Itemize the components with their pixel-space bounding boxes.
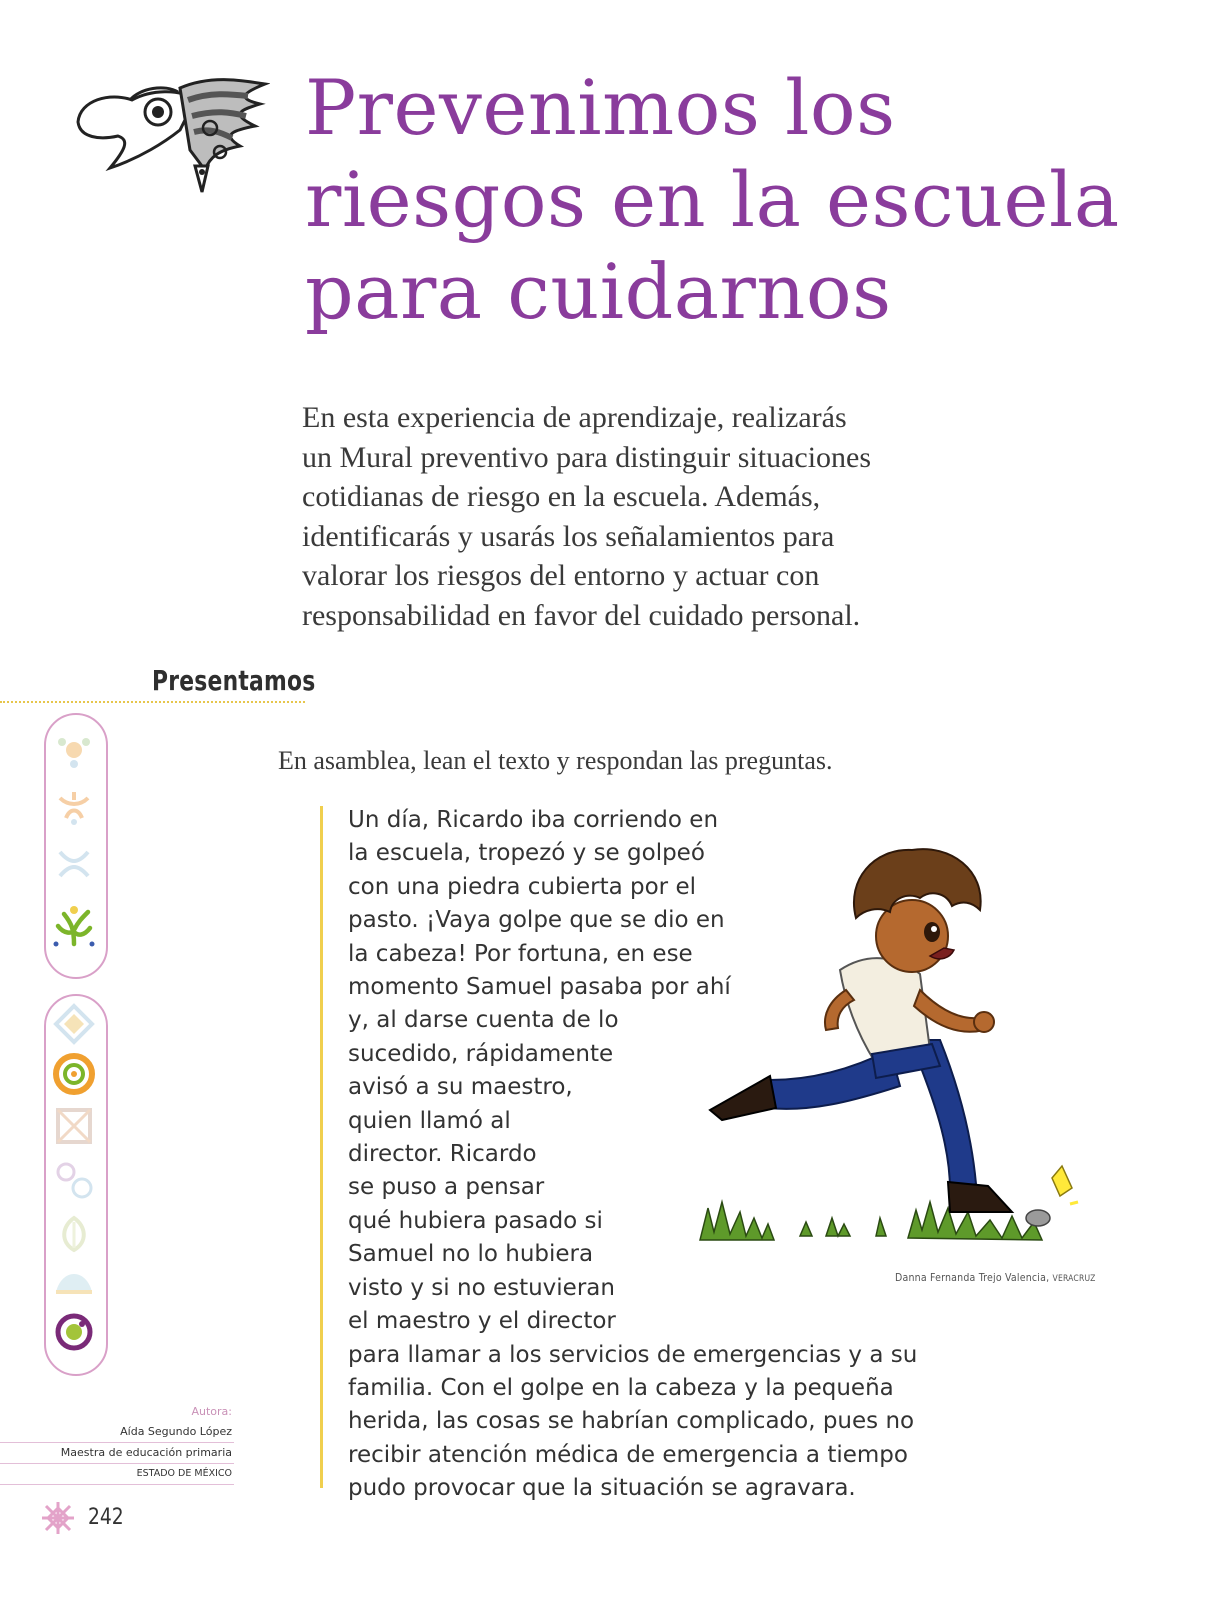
intro-paragraph [302, 398, 1022, 635]
running-boy-illustration [650, 840, 1110, 1260]
story-line: momento Samuel pasaba por ahí [348, 974, 731, 1001]
story-line: quien llamó al [348, 1107, 511, 1134]
instruction-text: En asamblea, lean el texto y respondan las preguntas. [278, 746, 833, 775]
story-line: la cabeza! Por fortuna, en ese [348, 940, 693, 967]
story-line: para llamar a los servicios de emergencias y a su [348, 1341, 918, 1368]
author-state: ESTADO DE MÉXICO [0, 1464, 234, 1485]
author-role: Maestra de educación primaria [0, 1443, 234, 1464]
story-line: Un día, Ricardo iba corriendo en [348, 807, 719, 833]
faded-leaf-glyph-icon [52, 1212, 96, 1256]
story-line: la escuela, tropezó y se golpeó [348, 840, 705, 867]
faded-knot-glyph-icon [52, 842, 96, 886]
story-line: qué hubiera pasado si [348, 1207, 603, 1234]
author-label: Autora: [191, 1405, 232, 1418]
story-line: director. Ricardo [348, 1141, 537, 1168]
green-sprout-icon [52, 900, 96, 952]
intro-line: cotidianas de riesgo en la escuela. Además, [302, 480, 821, 513]
purple-ring-glyph-icon [52, 1310, 96, 1354]
illustration-credit [895, 1272, 1096, 1284]
illustration-credit-state: VERACRUZ [1052, 1274, 1096, 1284]
intro-line: un Mural preventivo para distinguir situaciones [302, 440, 872, 474]
story-line: se puso a pensar [348, 1174, 545, 1201]
story-line: el maestro y el director [348, 1308, 616, 1335]
story-line: pasto. ¡Vaya golpe que se dio en [348, 907, 725, 934]
story-line: familia. Con el golpe en la cabeza y la pequeña [348, 1374, 894, 1401]
faded-swirl-glyph-icon [52, 1158, 96, 1202]
author-name: Aída Segundo López [0, 1422, 234, 1443]
faded-figure-glyph-icon [52, 786, 96, 830]
story-line: y, al darse cuenta de lo [348, 1007, 619, 1034]
illustration-credit-name: Danna Fernanda Trejo Valencia, [895, 1272, 1050, 1284]
intro-line: En esta experiencia de aprendizaje, realizarás [302, 401, 847, 434]
story-line: recibir atención médica de emergencia a tiempo [348, 1441, 908, 1468]
story-line: con una piedra cubierta por el [348, 873, 696, 900]
story-line: sucedido, rápidamente [348, 1040, 614, 1067]
story-accent-bar [320, 806, 323, 1488]
story-line: visto y si no estuvieran [348, 1274, 615, 1301]
page-title [305, 62, 1185, 338]
story-line: Samuel no lo hubiera [348, 1241, 594, 1268]
faded-mound-glyph-icon [52, 1262, 96, 1298]
section-heading: Presentamos [152, 664, 316, 697]
title-line: para cuidarnos [305, 247, 892, 336]
story-line: pudo provocar que la situación se agravara. [348, 1475, 856, 1502]
faded-diamond-glyph-icon [52, 1002, 96, 1046]
pink-star-glyph-icon [40, 1500, 76, 1536]
section-divider [0, 701, 305, 703]
faded-square-glyph-icon [52, 1104, 96, 1148]
title-line: Prevenimos los [305, 63, 896, 152]
story-line: herida, las cosas se habrían complicado, pues no [348, 1408, 915, 1435]
faded-circle-glyph-icon [52, 728, 96, 772]
orange-spiral-icon [50, 1050, 98, 1098]
page-number: 242 [88, 1505, 124, 1530]
author-block [0, 1402, 234, 1485]
story-line: avisó a su maestro, [348, 1074, 573, 1101]
glyph-bird-head-icon [70, 70, 270, 200]
intro-line: responsabilidad en favor del cuidado personal. [302, 598, 861, 632]
title-line: riesgos en la escuela [305, 155, 1120, 244]
intro-line: identificarás y usarás los señalamientos para [302, 519, 835, 553]
intro-line: valorar los riesgos del entorno y actuar con [302, 559, 820, 592]
